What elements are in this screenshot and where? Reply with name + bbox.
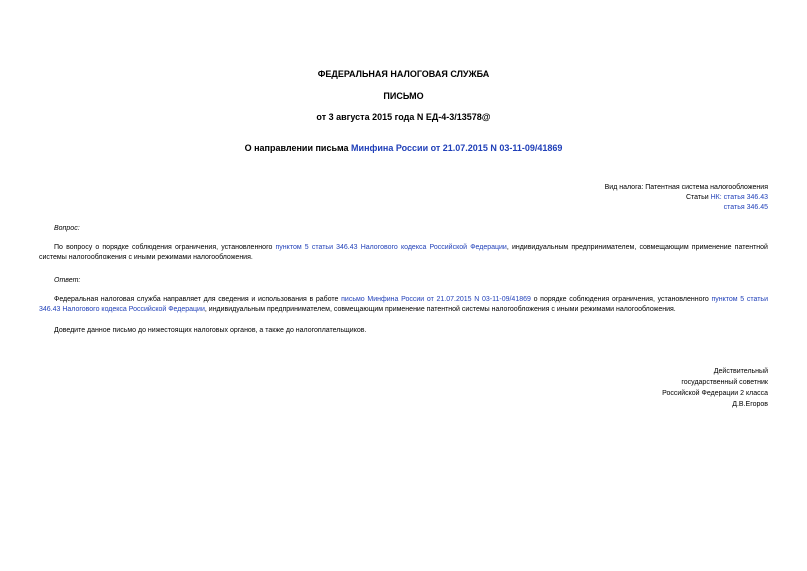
signature-line-2: государственный советник [681,379,768,386]
document-subject [0,143,807,154]
article-link-346-45[interactable]: статья 346.45 [723,204,768,211]
answer-paragraph [39,295,768,315]
signatory-name: Д.В.Егоров [732,401,768,408]
question-text-2: , индивидуальным предпринимателем, совмещающим применение патентной системы налогообложения с иными режимами налогообложения. [39,244,768,261]
closing-paragraph: Доведите данное письмо до нижестоящих налоговых органов, а также до налогоплательщиков. [54,327,367,334]
articles-line [686,193,768,202]
question-text-1: По вопросу о порядке соблюдения ограничения, установленного [54,244,276,251]
articles-prefix: Статьи [685,194,711,201]
agency-title: ФЕДЕРАЛЬНАЯ НАЛОГОВАЯ СЛУЖБА [317,69,490,79]
document-type: ПИСЬМО [383,91,424,101]
answer-tax-code-link[interactable]: пунктом 5 статьи 346.43 Налогового кодекса Российской Федерации [39,296,768,313]
question-label: Вопрос: [54,225,80,232]
signature-line-1: Действительный [713,368,768,375]
answer-text-3: , индивидуальным предпринимателем, совмещающим применение патентной системы налогообложения с иными режимами налогообложения. [204,306,676,313]
subject-prefix: О направлении письма [244,143,352,153]
subject-link[interactable]: Минфина России от 21.07.2015 N 03-11-09/41869 [351,143,563,153]
signature-line-3: Российской Федерации 2 класса [662,390,768,397]
answer-letter-link[interactable]: письмо Минфина России от 21.07.2015 N 03-11-09/41869 [341,296,531,303]
answer-label: Ответ: [54,277,81,284]
articles-line-2 [724,203,768,212]
tax-type: Вид налога: Патентная система налогообложения [604,184,768,191]
question-paragraph [39,243,768,263]
question-tax-code-link[interactable]: пунктом 5 статьи 346.43 Налогового кодекса Российской Федерации [275,244,507,251]
document-date-number: от 3 августа 2015 года N ЕД-4-3/13578@ [316,112,491,122]
answer-text-1: Федеральная налоговая служба направляет для сведения и использования в работе [54,296,342,303]
article-link-346-43[interactable]: НК: статья 346.43 [710,194,768,201]
answer-text-2: о порядке соблюдения ограничения, установленного [530,296,712,303]
